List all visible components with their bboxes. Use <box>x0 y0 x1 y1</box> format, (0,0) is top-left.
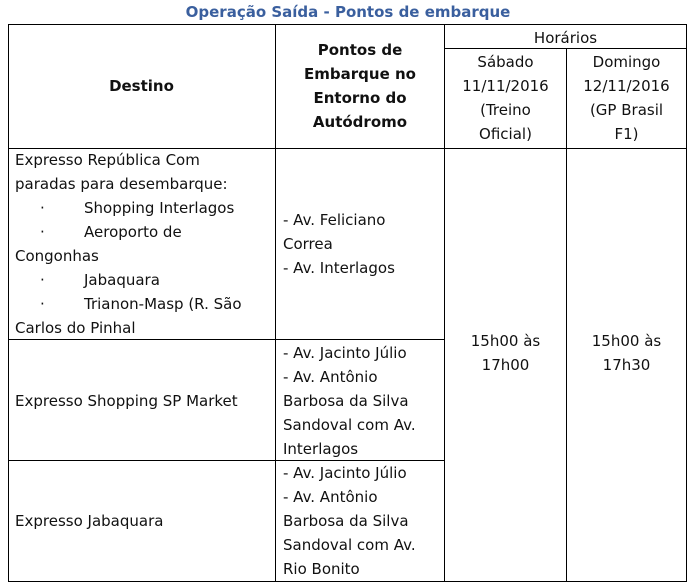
bullet: · <box>40 271 45 289</box>
bullet: · <box>40 295 45 313</box>
header-destino: Destino <box>109 77 174 95</box>
stop-text: Carlos do Pinhal <box>15 319 136 337</box>
pontos-text: - Av. Interlagos <box>283 259 395 277</box>
destino-text: Expresso Jabaquara <box>15 512 164 530</box>
destino-text: paradas para desembarque: <box>15 175 228 193</box>
table-border-right <box>686 24 687 582</box>
header-domingo-line: (GP Brasil <box>589 101 664 119</box>
stop-text: Congonhas <box>15 247 99 265</box>
pontos-text: Sandoval com Av. <box>283 536 416 554</box>
header-horarios: Horários <box>533 29 598 47</box>
header-pontos-line: Pontos de <box>317 41 403 59</box>
header-sabado-line: 11/11/2016 <box>462 77 549 95</box>
pontos-text: Barbosa da Silva <box>283 512 409 530</box>
header-sabado-line: Oficial) <box>479 125 532 143</box>
pontos-text: Sandoval com Av. <box>283 416 416 434</box>
table-border-top <box>8 24 687 25</box>
header-domingo-line: F1) <box>614 125 639 143</box>
pontos-text: - Av. Feliciano <box>283 211 386 229</box>
destino-text: Expresso República Com <box>15 151 200 169</box>
bullet: · <box>40 223 45 241</box>
page-title: Operação Saída - Pontos de embarque <box>185 3 511 21</box>
table-border-left <box>8 24 9 582</box>
horario-domingo: 17h30 <box>602 356 651 374</box>
stop-text: Shopping Interlagos <box>84 199 235 217</box>
header-domingo-line: Domingo <box>592 53 661 71</box>
horario-sabado: 15h00 às <box>470 332 541 350</box>
horario-domingo: 15h00 às <box>591 332 662 350</box>
horario-sabado: 17h00 <box>481 356 530 374</box>
header-pontos-line: Autódromo <box>312 113 408 131</box>
header-pontos-line: Embarque no <box>304 65 416 83</box>
stop-text: Jabaquara <box>84 271 160 289</box>
pontos-text: Interlagos <box>283 440 359 458</box>
stop-text: Aeroporto de <box>84 223 182 241</box>
stop-text: Trianon-Masp (R. São <box>84 295 242 313</box>
table-border-bottom <box>8 581 687 582</box>
pontos-text: - Av. Jacinto Júlio <box>283 344 407 362</box>
pontos-text: - Av. Antônio <box>283 368 378 386</box>
header-sabado-line: (Treino <box>480 101 531 119</box>
header-sabado-line: Sábado <box>477 53 534 71</box>
header-domingo-line: 12/11/2016 <box>583 77 670 95</box>
header-pontos-line: Entorno do <box>313 89 407 107</box>
pontos-text: - Av. Antônio <box>283 488 378 506</box>
pontos-text: Barbosa da Silva <box>283 392 409 410</box>
pontos-text: Rio Bonito <box>283 560 360 578</box>
pontos-text: Correa <box>283 235 333 253</box>
destino-text: Expresso Shopping SP Market <box>15 392 238 410</box>
bullet: · <box>40 199 45 217</box>
pontos-text: - Av. Jacinto Júlio <box>283 464 407 482</box>
